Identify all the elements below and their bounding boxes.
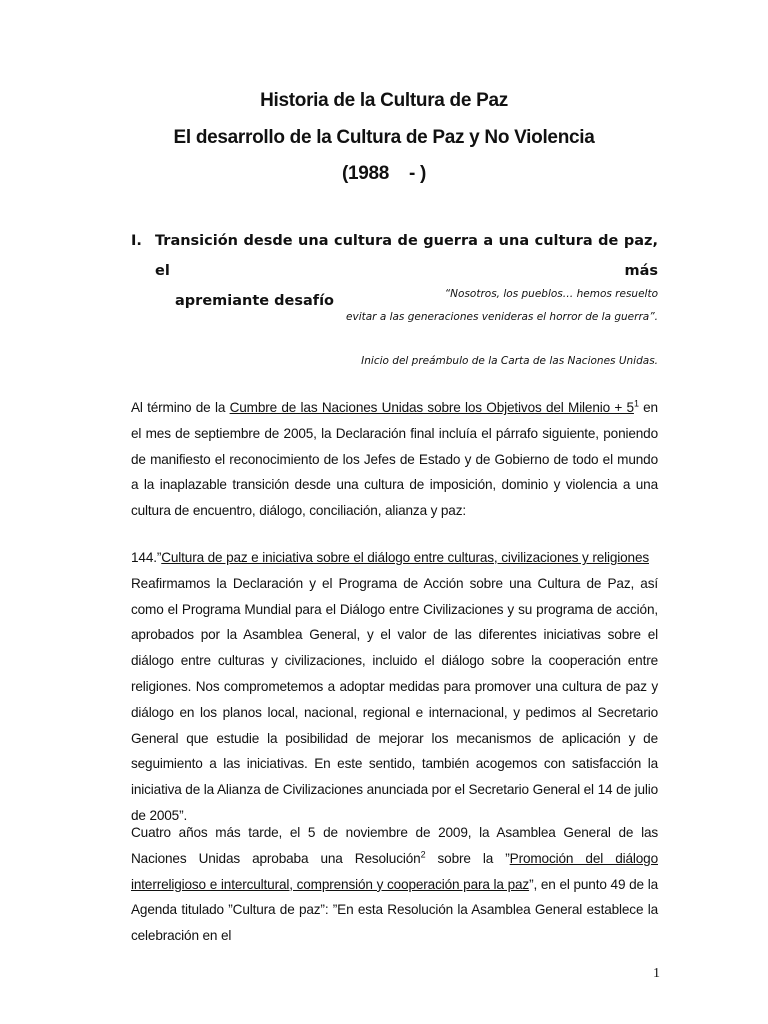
paragraph-3-intro: Cuatro años más tarde, el 5 de noviembre de 2009, la Asamblea General de las Naciones Unidas aprobaba una Resolución	[131, 825, 658, 866]
section-heading	[131, 226, 658, 316]
paragraph-1	[131, 395, 658, 524]
paragraph-3-middle: sobre la ”	[425, 850, 510, 866]
interreligious-dialogue-link[interactable]: Promoción del diálogo interreligioso e intercultural, comprensión y cooperación para la paz	[131, 850, 658, 892]
footnote-ref-2[interactable]: 2	[420, 849, 426, 860]
epigraph-line-2: evitar a las generaciones venideras el horror de la guerra”.	[346, 311, 658, 323]
paragraph-2	[131, 545, 658, 829]
paragraph-2-prefix: 144.”	[131, 550, 162, 565]
paragraph-2-body: Reafirmamos la Declaración y el Programa de Acción sobre una Cultura de Paz, así como el Programa Mundial para el Diálogo entre Civilizaciones y su programa de acción, aprobados por la Asamblea General, y el valor de las diferentes iniciativas sobre el diálogo entre culturas y civilizaciones, incluido el diálogo sobre la cooperación entre religiones. Nos comprometemos a adoptar medidas para promover una cultura de paz y diálogo en los planos local, nacional, regional e internacional, y pedimos al Secretario General que estudie la posibilidad de mejorar los mecanismos de aplicación y de seguimiento a las iniciativas. En este sentido, también acogemos con satisfacción la iniciativa de la Alianza de Civilizaciones anunciada por el Secretario General el 14 de julio de 2005”.	[131, 575, 658, 823]
paragraph-1-intro: Al término de la	[131, 400, 230, 415]
culture-of-peace-link[interactable]: Cultura de paz e iniciativa sobre el diálogo entre culturas, civilizaciones y religiones	[161, 550, 649, 565]
page-number: 1	[653, 966, 660, 981]
paragraph-3-body: ”, en el punto 49 de la Agenda titulado ”Cultura de paz”: ”En esta Resolución la Asamblea General establece la celebración en el	[131, 876, 658, 944]
section-number: I.	[131, 233, 142, 249]
section-heading-line2: apremiante desafío	[175, 293, 335, 309]
document-title: Historia de la Cultura de Paz	[260, 90, 508, 111]
epigraph-source: Inicio del preámbulo de la Carta de las Naciones Unidas.	[361, 355, 658, 367]
summit-link[interactable]: Cumbre de las Naciones Unidas sobre los Objetivos del Milenio + 5	[229, 400, 634, 415]
paragraph-3	[131, 820, 658, 949]
paragraph-1-body: en el mes de septiembre de 2005, la Declaración final incluía el párrafo siguiente, poniendo de manifiesto el reconocimiento de los Jefes de Estado y de Gobierno de todo el mundo a la inaplazable transición desde una cultura de imposición, dominio y violencia a una cultura de encuentro, diálogo, conciliación, alianza y paz:	[131, 400, 658, 519]
footnote-ref-1[interactable]: 1	[633, 398, 639, 409]
section-heading-line1: Transición desde una cultura de guerra a una cultura de paz, el más	[155, 233, 658, 279]
epigraph-line-1: “Nosotros, los pueblos… hemos resuelto	[444, 288, 658, 300]
document-subtitle: El desarrollo de la Cultura de Paz y No Violencia	[173, 127, 595, 148]
document-date-range: (1988 - )	[341, 163, 427, 184]
